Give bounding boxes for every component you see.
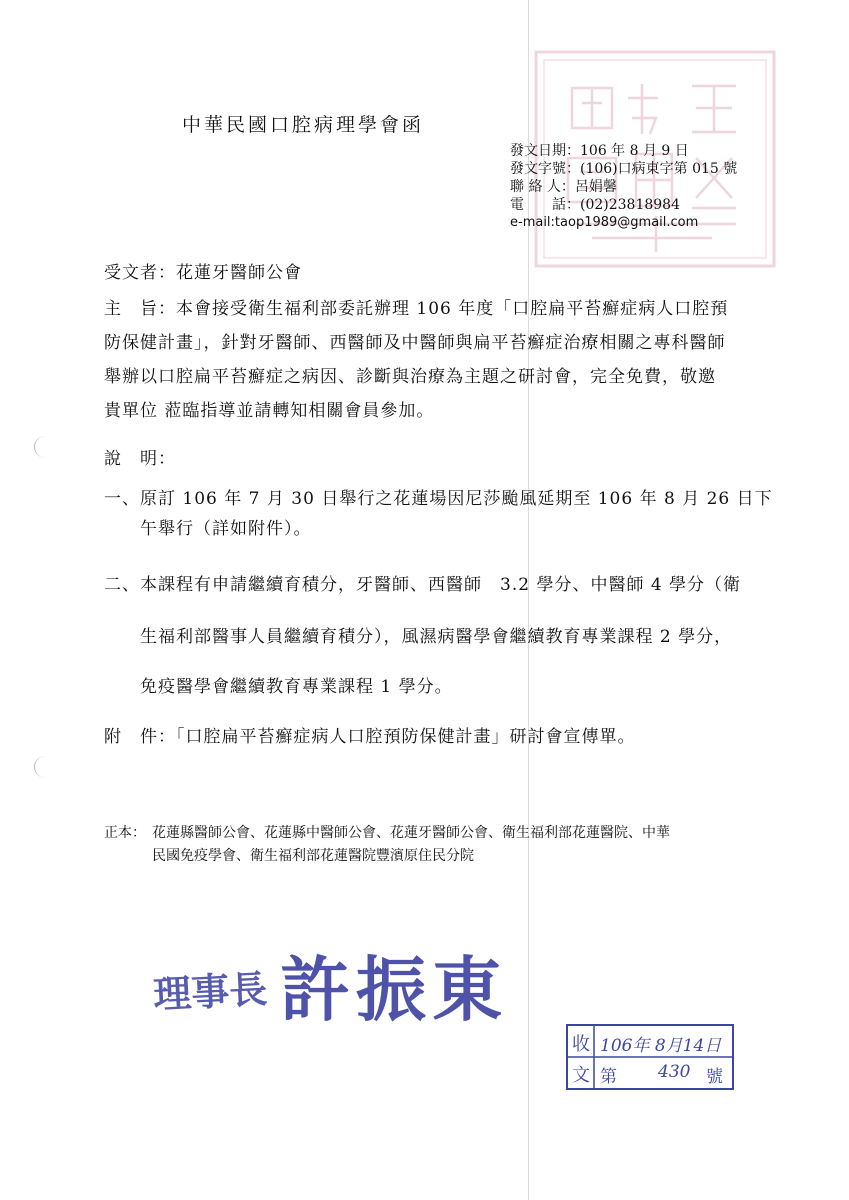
attachment-line: 附 件：「口腔扁平苔癬症病人口腔預防保健計畫」研討會宣傳單。 — [104, 727, 636, 747]
subject-line-2: 防保健計畫」，針對牙醫師、西醫師及中醫師與扁平苔癬症治療相關之專科醫師 — [104, 333, 726, 353]
receipt-date: 106年 8月14日 — [600, 1036, 722, 1056]
svg-text:理事長: 理事長 — [152, 966, 269, 1017]
subject-line-1: 主 旨：本會接受衛生福利部委託辦理 106 年度「口腔扁平苔癬症病人口腔預 — [104, 299, 729, 319]
cc-recipients — [152, 822, 792, 868]
contact-person: 聯 絡 人：呂娟馨 — [510, 179, 617, 195]
letter-meta-block — [510, 142, 737, 232]
explanation-label: 說 明： — [104, 449, 176, 469]
receipt-label-document: 文 — [572, 1065, 590, 1086]
reference-number: 發文字號：(106)口病東字第 015 號 — [510, 161, 738, 177]
chairman-signature-stamp — [150, 928, 530, 1038]
contact-phone: 電 話：(02)23818984 — [510, 197, 680, 213]
issue-date: 發文日期：106 年 8 月 9 日 — [510, 143, 689, 159]
recipient-line: 受文者：花蓮牙醫師公會 — [104, 263, 302, 283]
item-1-line-2: 午舉行（詳如附件）。 — [140, 519, 312, 539]
item-2-line-2: 生福利部醫事人員繼續育積分），風濕病醫學會繼續教育專業課程 2 學分， — [140, 627, 733, 647]
punch-hole-top — [34, 436, 57, 458]
punch-hole-bottom — [34, 756, 57, 778]
receipt-label-received: 收 — [572, 1034, 590, 1055]
cc-line-2: 民國免疫學會、衛生福利部花蓮醫院豐濱原住民分院 — [152, 848, 474, 864]
subject-line-4: 貴單位 蒞臨指導並請轉知相關會員參加。 — [104, 401, 435, 421]
receipt-number: 430 — [658, 1062, 691, 1082]
subject-line-3: 舉辦以口腔扁平苔癬症之病因、診斷與治療為主題之研討會，完全免費，敬邀 — [104, 367, 716, 387]
cc-line-1: 花蓮縣醫師公會、花蓮縣中醫師公會、花蓮牙醫師公會、衛生福利部花蓮醫院、中華 — [152, 825, 670, 841]
contact-email: e-mail:taop1989@gmail.com — [510, 215, 699, 230]
receipt-suffix: 號 — [706, 1067, 723, 1087]
letter-title: 中華民國口腔病理學會函 — [182, 114, 425, 136]
receipt-prefix: 第 — [600, 1067, 617, 1087]
item-1-line-1: 一、原訂 106 年 7 月 30 日舉行之花蓮場因尼莎颱風延期至 106 年 8 月 26 日下 — [104, 489, 773, 509]
cc-label: 正本： — [104, 825, 146, 841]
svg-text:許振東: 許振東 — [280, 948, 508, 1031]
receipt-stamp — [566, 1024, 734, 1090]
item-2-line-3: 免疫醫學會繼續教育專業課程 1 學分。 — [140, 677, 453, 697]
item-2-line-1: 二、本課程有申請繼續育積分，牙醫師、西醫師 3.2 學分、中醫師 4 學分（衛 — [104, 575, 742, 595]
